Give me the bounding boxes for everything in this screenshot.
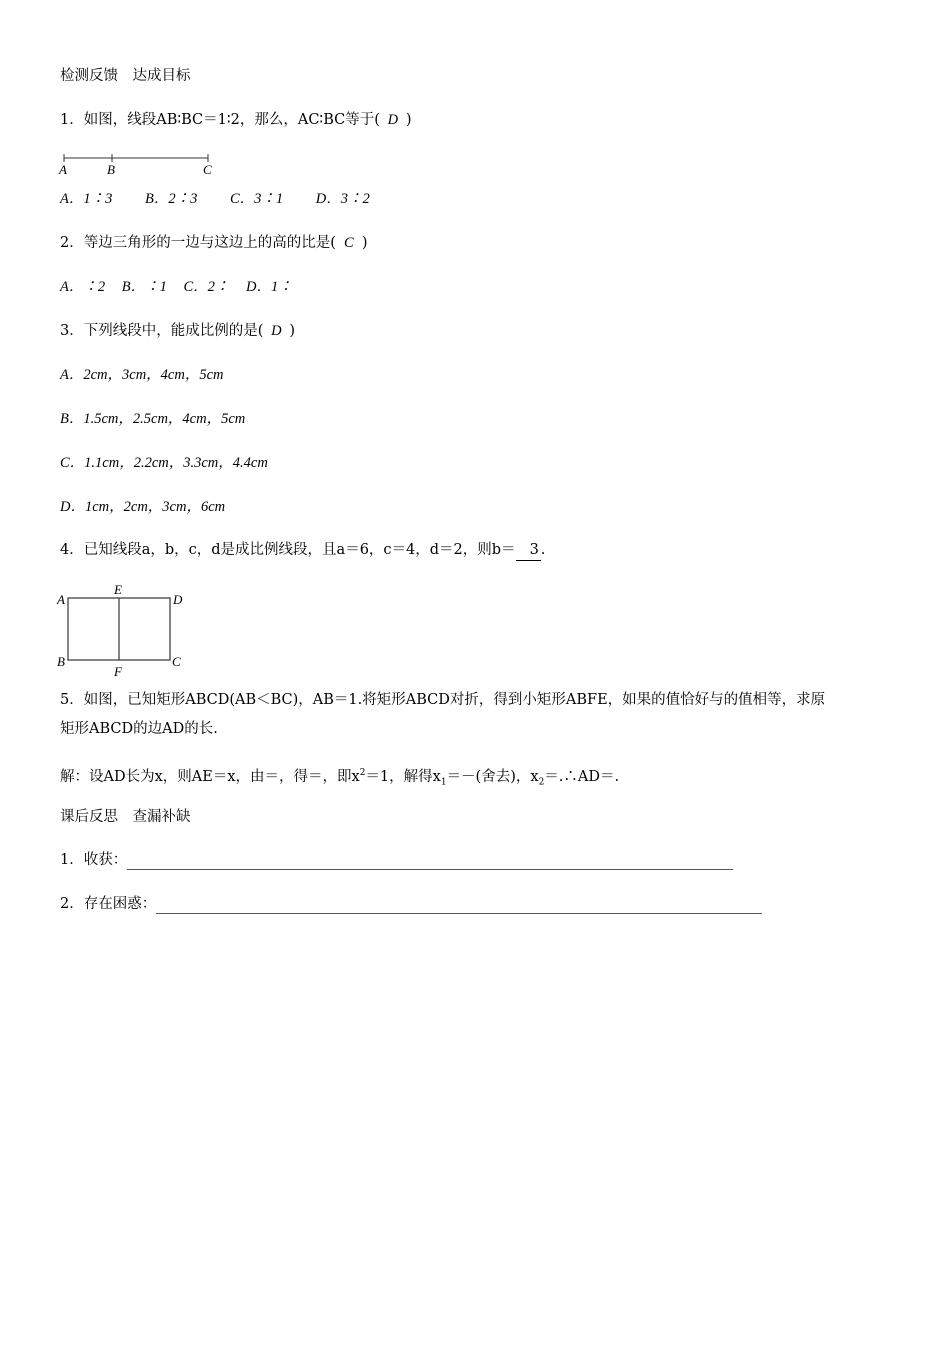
question-3-option-c: C．1.1cm，2.2cm，3.3cm，4.4cm — [60, 455, 268, 471]
solution-part-1: 解：设AD长为x，则AE＝x，由＝，得＝，即x — [60, 768, 360, 785]
question-4-answer: 3 — [516, 540, 541, 561]
question-1-stem: 1．如图，线段AB∶BC＝1∶2，那么，AC∶BC等于( — [60, 112, 380, 128]
point-a-label: A — [59, 162, 67, 177]
question-1 — [60, 110, 412, 130]
rectangle-figure — [54, 582, 194, 680]
solution-exponent: 2 — [359, 768, 366, 778]
question-3-option-d: D．1cm，2cm，3cm，6cm — [60, 499, 226, 515]
solution-part-2: ＝1，解得x — [365, 768, 441, 785]
option-c: C．2∶ — [183, 279, 230, 295]
point-f-label: F — [114, 664, 122, 679]
question-4-end: . — [540, 542, 546, 558]
question-2-answer: C — [344, 235, 354, 251]
segment-figure — [56, 150, 226, 180]
question-4-stem: 4．已知线段a，b，c，d是成比例线段，且a＝6，c＝4，d＝2，则b＝ — [60, 542, 516, 558]
option-d: D．1∶ — [245, 279, 293, 295]
question-5-line-2: 矩形ABCD的边AD的长. — [60, 721, 218, 737]
reflection-doubts-label: 2．存在困惑： — [60, 896, 157, 912]
point-c-label: C — [203, 162, 212, 177]
question-3-stem: 3．下列线段中，能成比例的是( — [60, 323, 264, 339]
question-3-close: ) — [289, 323, 296, 339]
question-4 — [60, 540, 545, 561]
solution-subscript-2: 2 — [538, 777, 545, 788]
solution-part-4: ＝.∴AD＝. — [544, 768, 620, 785]
question-2-stem: 2．等边三角形的一边与这边上的高的比是( — [60, 235, 336, 251]
option-a: A．1∶3 — [60, 191, 113, 207]
option-d: D．3∶2 — [315, 191, 370, 207]
question-1-answer: D — [387, 112, 399, 128]
question-2-options — [60, 277, 293, 297]
vertex-c-label: C — [172, 654, 181, 669]
option-b: B．2∶3 — [144, 191, 198, 207]
option-a: A．∶2 — [60, 279, 106, 295]
question-3 — [60, 321, 295, 341]
solution-subscript-1: 1 — [440, 777, 447, 788]
reflection-doubts-blank[interactable] — [156, 899, 762, 914]
reflection-gains-label: 1．收获： — [60, 852, 128, 868]
reflection-doubts — [60, 894, 762, 914]
vertex-a-label: A — [57, 592, 65, 607]
reflection-gains — [60, 850, 733, 870]
question-2-close: ) — [361, 235, 368, 251]
vertex-b-label: B — [57, 654, 65, 669]
question-1-close: ) — [405, 112, 412, 128]
option-c: C．3∶1 — [229, 191, 284, 207]
reflection-gains-blank[interactable] — [127, 855, 733, 870]
question-3-option-a: A．2cm，3cm，4cm，5cm — [60, 367, 224, 383]
question-5-solution — [60, 763, 619, 793]
question-1-options — [60, 189, 370, 209]
question-5-line-1: 5．如图，已知矩形ABCD(AB＜BC)，AB＝1.将矩形ABCD对折，得到小矩形ABFE，如果的值恰好与的值相等，求原 — [60, 692, 826, 708]
question-3-option-b: B．1.5cm，2.5cm，4cm，5cm — [60, 411, 246, 427]
vertex-d-label: D — [173, 592, 183, 607]
option-b: B．∶1 — [121, 279, 167, 295]
section-title-reflection: 课后反思 查漏补缺 — [60, 809, 191, 825]
question-2 — [60, 233, 368, 253]
point-e-label: E — [114, 582, 122, 597]
solution-part-3: ＝－(舍去)，x — [446, 768, 539, 785]
point-b-label: B — [107, 162, 115, 177]
section-title-feedback: 检测反馈 达成目标 — [60, 68, 191, 84]
question-3-answer: D — [271, 323, 282, 339]
